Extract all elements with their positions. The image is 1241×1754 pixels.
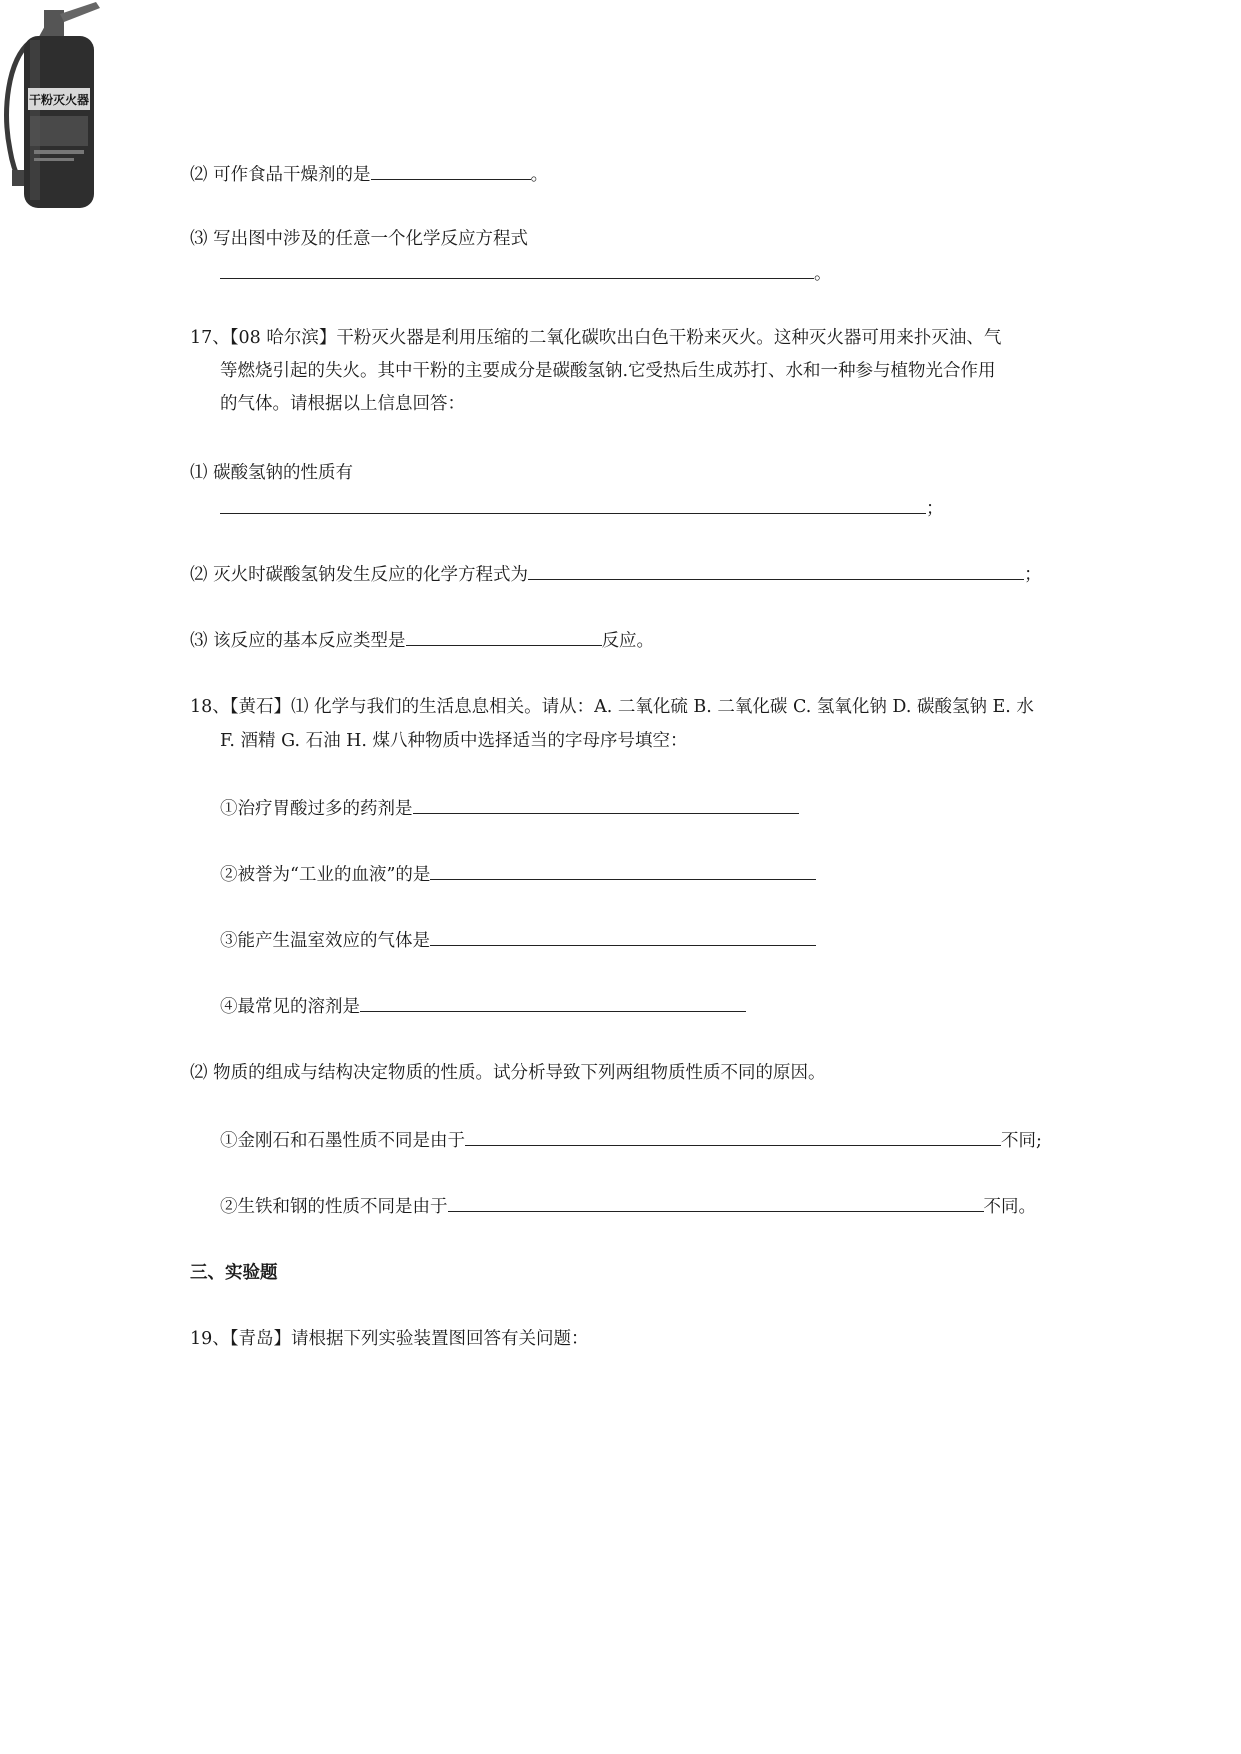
q17-part1 bbox=[190, 461, 353, 485]
answer-blank[interactable] bbox=[220, 260, 814, 279]
q16-part3-label: ⑶ 写出图中涉及的任意一个化学反应方程式 bbox=[190, 229, 529, 249]
answer-blank[interactable] bbox=[413, 795, 799, 814]
q17-stem-line3: 的气体。请根据以上信息回答： bbox=[220, 394, 465, 414]
extinguisher-body bbox=[24, 36, 94, 208]
q19-stem: 19、【青岛】请根据下列实验装置图回答有关问题： bbox=[190, 1329, 589, 1349]
answer-blank[interactable] bbox=[220, 495, 926, 514]
answer-blank[interactable] bbox=[371, 161, 531, 180]
q18-item2-label: ②被誉为“工业的血液”的是 bbox=[220, 865, 431, 885]
q18-sub2-end: 不同。 bbox=[983, 1197, 1036, 1217]
q18-stem-line1: 18、【黄石】⑴ 化学与我们的生活息息相关。请从：A. 二氧化硫 B. 二氧化碳 C. 氢氧化钠 D. 碳酸氢钠 E. 水 bbox=[190, 697, 1034, 717]
q18-sub2-label: ②生铁和钢的性质不同是由于 bbox=[220, 1197, 448, 1217]
q18-sub1 bbox=[220, 1127, 1042, 1153]
extinguisher-valve bbox=[40, 2, 100, 40]
extinguisher-label: 干粉灭火器 bbox=[28, 93, 90, 107]
q16-part3-end: 。 bbox=[814, 264, 832, 284]
q17-part1-label: ⑴ 碳酸氢钠的性质有 bbox=[190, 463, 354, 483]
fire-extinguisher-image bbox=[0, 0, 106, 212]
q17-part1-answer bbox=[220, 495, 944, 521]
q18-item3 bbox=[220, 927, 816, 953]
answer-blank[interactable] bbox=[465, 1127, 1001, 1146]
answer-blank[interactable] bbox=[528, 561, 1024, 580]
q18-item4-label: ④最常见的溶剂是 bbox=[220, 997, 360, 1017]
answer-blank[interactable] bbox=[360, 993, 746, 1012]
q18-item3-label: ③能产生温室效应的气体是 bbox=[220, 931, 430, 951]
q17-part3-end: 反应。 bbox=[601, 631, 655, 651]
answer-blank[interactable] bbox=[430, 861, 816, 880]
q16-part2 bbox=[190, 161, 548, 187]
q17-stem-line1: 17、【08 哈尔滨】干粉灭火器是利用压缩的二氧化碳吹出白色干粉来灭火。这种灭火器可用来扑灭油、气 bbox=[190, 328, 1002, 348]
q16-part3-answer bbox=[220, 260, 832, 286]
q18-item1 bbox=[220, 795, 799, 821]
q17-part1-end: ； bbox=[926, 499, 944, 519]
q18-sub1-end: 不同; bbox=[1001, 1131, 1042, 1151]
q18-stem-line2: F. 酒精 G. 石油 H. 煤八种物质中选择适当的字母序号填空： bbox=[220, 731, 688, 751]
q18-item2 bbox=[220, 861, 816, 887]
q17-part2-label: ⑵ 灭火时碳酸氢钠发生反应的化学方程式为 bbox=[190, 565, 529, 585]
q17-part3 bbox=[190, 627, 654, 653]
q18-item4 bbox=[220, 993, 746, 1019]
q17-part2-end: ； bbox=[1024, 565, 1042, 585]
q17-part2 bbox=[190, 561, 1042, 587]
answer-blank[interactable] bbox=[448, 1193, 984, 1212]
q16-part2-label: ⑵ 可作食品干燥剂的是 bbox=[190, 165, 371, 185]
q18-item1-label: ①治疗胃酸过多的药剂是 bbox=[220, 799, 413, 819]
answer-blank[interactable] bbox=[430, 927, 816, 946]
answer-blank[interactable] bbox=[406, 627, 602, 646]
q18-sub1-label: ①金刚石和石墨性质不同是由于 bbox=[220, 1131, 465, 1151]
q16-part2-end: 。 bbox=[530, 165, 549, 185]
q17-part3-label: ⑶ 该反应的基本反应类型是 bbox=[190, 631, 406, 651]
q18-part2-stem: ⑵ 物质的组成与结构决定物质的性质。试分析导致下列两组物质性质不同的原因。 bbox=[190, 1063, 826, 1083]
section-title: 三、实验题 bbox=[190, 1263, 278, 1283]
q16-part3 bbox=[190, 227, 528, 251]
q18-sub2 bbox=[220, 1193, 1036, 1219]
q17-stem-line2: 等燃烧引起的失火。其中干粉的主要成分是碳酸氢钠.它受热后生成苏打、水和一种参与植物光合作用 bbox=[220, 361, 996, 381]
